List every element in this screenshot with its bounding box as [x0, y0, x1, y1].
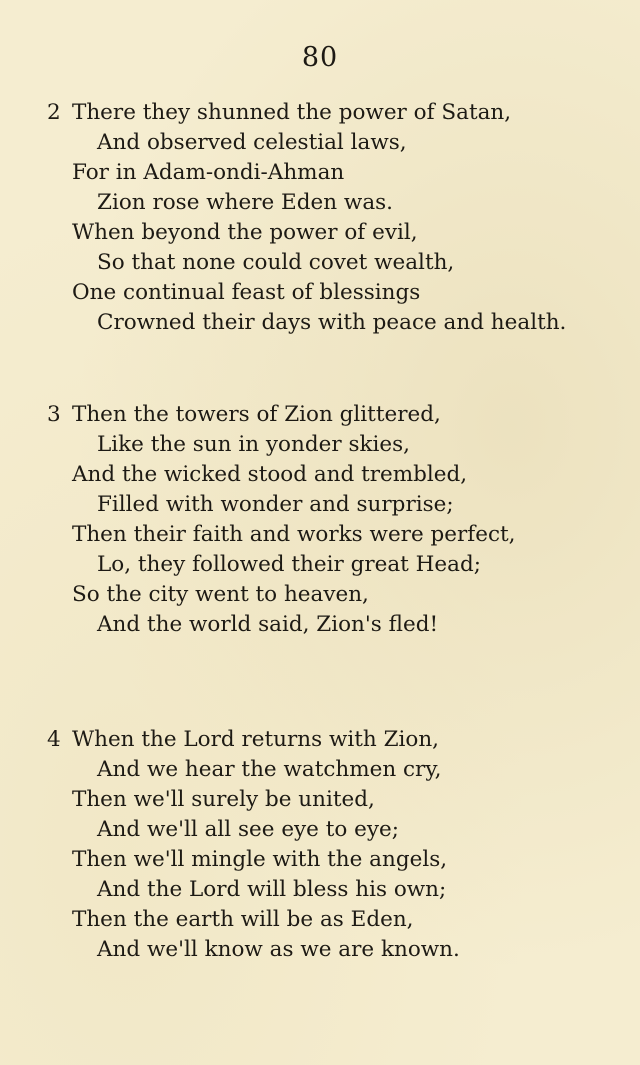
verse-line: So that none could covet wealth,: [97, 250, 455, 275]
verse-line: Like the sun in yonder skies,: [97, 432, 410, 457]
verse-line: Then the earth will be as Eden,: [72, 907, 414, 932]
verse-line: And the world said, Zion's fled!: [97, 612, 439, 637]
verse-line: For in Adam-ondi-Ahman: [72, 160, 345, 185]
verse-line: Crowned their days with peace and health.: [97, 310, 567, 335]
verse-number: 2: [47, 100, 61, 125]
page-number: 80: [301, 42, 339, 73]
verse-line: There they shunned the power of Satan,: [72, 100, 512, 125]
verse-line: One continual feast of blessings: [72, 280, 421, 305]
verse-line: Then their faith and works were perfect,: [72, 522, 516, 547]
verse-line: Then we'll surely be united,: [72, 787, 375, 812]
verse-number: 4: [47, 727, 61, 752]
verse-line: Then we'll mingle with the angels,: [72, 847, 448, 872]
verse-line: Filled with wonder and surprise;: [97, 492, 454, 517]
verse-line: Zion rose where Eden was.: [97, 190, 394, 215]
verse-line: And we'll know as we are known.: [97, 937, 460, 962]
verse-line: Then the towers of Zion glittered,: [72, 402, 441, 427]
verse-line: When the Lord returns with Zion,: [72, 727, 440, 752]
verse-line: So the city went to heaven,: [72, 582, 369, 607]
verse-line: And the wicked stood and trembled,: [72, 462, 468, 487]
verse-line: Lo, they followed their great Head;: [97, 552, 481, 577]
verse-line: And we'll all see eye to eye;: [97, 817, 399, 842]
verse-number: 3: [47, 402, 61, 427]
verse-line: And we hear the watchmen cry,: [97, 757, 442, 782]
verse-line: And the Lord will bless his own;: [97, 877, 447, 902]
verse-line: When beyond the power of evil,: [72, 220, 418, 245]
verse-line: And observed celestial laws,: [97, 130, 407, 155]
